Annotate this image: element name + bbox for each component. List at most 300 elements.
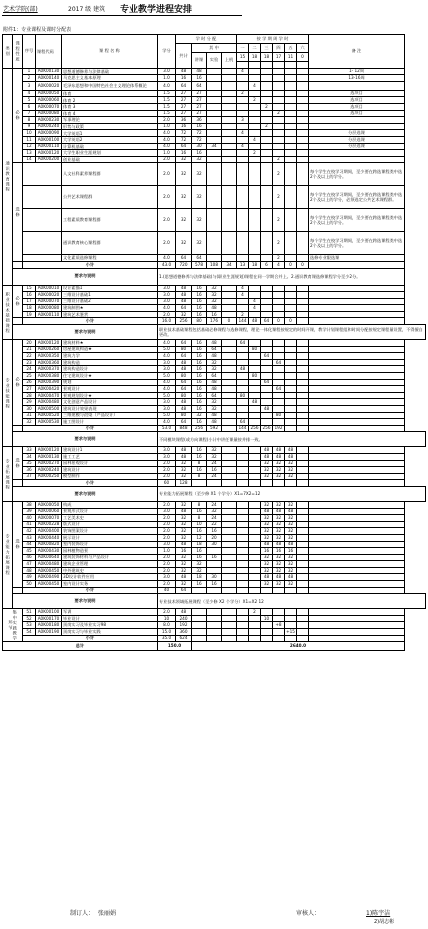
course-total: 48	[176, 298, 192, 305]
course-remark	[309, 156, 405, 163]
course-row	[3, 75, 426, 82]
course-lecture: 12	[192, 534, 207, 541]
course-credit: 4.0	[158, 305, 176, 312]
subtotal-sem: 4	[273, 261, 285, 268]
course-lab: 64	[207, 373, 222, 380]
course-remark	[309, 373, 405, 380]
sem-cell	[261, 292, 273, 299]
sem-cell	[237, 298, 249, 305]
course-practice	[222, 399, 237, 406]
course-code: A0K00440	[36, 534, 62, 541]
course-credit: 5.0	[158, 346, 176, 353]
course-total: 16	[176, 75, 192, 82]
course-credit: 2.0	[158, 186, 176, 209]
col-weeks-4: 17	[273, 53, 285, 62]
course-practice	[222, 453, 237, 460]
sem-cell	[249, 75, 261, 82]
course-no: 30	[23, 406, 36, 413]
col-spacer	[249, 62, 261, 69]
course-name: 景观形式设计	[62, 508, 158, 515]
course-total: 32	[176, 528, 192, 535]
sem-cell	[261, 285, 273, 292]
subtotal-label: 小计	[23, 425, 158, 432]
course-lecture: 30	[192, 143, 207, 150]
course-row	[3, 311, 426, 318]
sem-cell: 48	[261, 508, 273, 515]
course-lecture: 32	[192, 209, 207, 232]
course-name: 创业基础	[62, 156, 158, 163]
sem-cell: 32	[285, 561, 297, 568]
sem-cell	[297, 150, 309, 157]
course-lab: 32	[207, 508, 222, 515]
sem-cell	[261, 232, 273, 255]
course-code: A0K00080	[36, 110, 62, 117]
grade-label: 2017 级 建筑	[68, 6, 106, 13]
course-no: 38	[23, 501, 36, 508]
maker-name: 张丽娟	[98, 910, 117, 917]
course-practice	[222, 123, 237, 130]
course-name: 顶岗实习与毕业实践	[62, 629, 158, 636]
course-row	[3, 515, 426, 522]
course-practice	[222, 311, 237, 318]
sem-cell	[297, 609, 309, 616]
sem-cell	[285, 392, 297, 399]
sem-cell: 4	[237, 68, 249, 75]
type-elective: 选修	[13, 447, 23, 480]
course-practice	[222, 117, 237, 124]
course-row	[3, 123, 426, 130]
course-practice	[222, 574, 237, 581]
course-no: 18	[23, 305, 36, 312]
course-credit: 3.0	[158, 399, 176, 406]
course-no: 43	[23, 534, 36, 541]
course-credit: 3.0	[158, 406, 176, 413]
requirement-label: 要求与说明	[13, 268, 158, 285]
sem-cell: 4	[249, 298, 261, 305]
sem-cell	[237, 353, 249, 360]
subtotal-sem	[285, 480, 297, 487]
course-practice	[222, 419, 237, 426]
type-elective: 选修	[13, 163, 23, 262]
sem-cell	[297, 473, 309, 480]
sem-cell	[237, 548, 249, 555]
course-no: 21	[23, 346, 36, 353]
course-total: 48	[176, 359, 192, 366]
sem-cell: 64	[237, 419, 249, 426]
course-lab: 32	[207, 399, 222, 406]
subtotal-lecture: 578	[192, 261, 207, 268]
course-credit: 2.0	[158, 232, 176, 255]
sem-cell: 4	[249, 81, 261, 90]
course-code: A0K00240	[36, 467, 62, 474]
course-lab: 16	[207, 311, 222, 318]
sem-cell: 32	[285, 467, 297, 474]
course-total: 32	[176, 561, 192, 568]
course-code: A0K00480	[36, 399, 62, 406]
type-required: 必修	[13, 340, 23, 426]
course-no: 20	[23, 340, 36, 347]
attachment-note: 附件1：专业课程及课时分配表	[3, 27, 72, 33]
course-credit: 4.0	[158, 386, 176, 393]
subtotal-sem	[237, 480, 249, 487]
course-code: A0K00200	[36, 156, 62, 163]
course-lecture: 16	[192, 528, 207, 535]
course-row	[3, 609, 426, 616]
course-practice	[222, 554, 237, 561]
course-no: 32	[23, 419, 36, 426]
sem-cell: 2	[273, 186, 285, 209]
course-total: 48	[176, 453, 192, 460]
course-code: A0K00180	[36, 622, 62, 629]
sem-cell	[237, 163, 249, 186]
sem-cell	[273, 103, 285, 110]
sem-cell	[285, 143, 297, 150]
table-cell	[13, 425, 23, 432]
sem-cell	[249, 285, 261, 292]
sem-cell: 64	[273, 386, 285, 393]
course-practice	[222, 68, 237, 75]
course-lecture: 32	[192, 561, 207, 568]
table-cell	[192, 615, 207, 622]
course-practice	[222, 97, 237, 104]
col-category: 类别	[3, 35, 13, 69]
sem-cell	[285, 305, 297, 312]
subtotal-sem: 144	[238, 318, 247, 324]
course-name: 顶岗实习及毕业实习98	[62, 622, 158, 629]
course-credit: 3.0	[158, 292, 176, 299]
course-name: 建筑力学	[62, 353, 158, 360]
course-code: A0K00010	[36, 285, 62, 292]
course-code: A0K00450	[36, 567, 62, 574]
course-no: 51	[23, 609, 36, 616]
sem-cell	[249, 379, 261, 386]
sem-cell: 2	[273, 163, 285, 186]
sem-cell	[297, 285, 309, 292]
sem-cell	[237, 75, 249, 82]
course-code: A0K00350	[36, 353, 62, 360]
sem-cell: 32	[261, 528, 273, 535]
course-credit: 2.0	[158, 117, 176, 124]
course-lab	[207, 150, 222, 157]
sem-cell	[285, 117, 297, 124]
sem-cell	[249, 392, 261, 399]
dept-label: 艺术学院(部)	[3, 6, 38, 13]
sem-cell	[297, 406, 309, 413]
course-total: 80	[176, 412, 192, 419]
course-lecture: 16	[192, 75, 207, 82]
course-practice	[222, 353, 237, 360]
course-practice	[222, 103, 237, 110]
sem-cell	[297, 419, 309, 426]
course-lecture: 72	[192, 136, 207, 143]
course-credit: 2.0	[158, 534, 176, 541]
subtotal-row	[3, 318, 426, 325]
sem-cell	[249, 515, 261, 522]
course-lab: 30	[207, 541, 222, 548]
course-remark	[309, 150, 405, 157]
sem-cell	[237, 373, 249, 380]
course-name: 体育 4	[62, 110, 158, 117]
course-practice	[222, 521, 237, 528]
sem-cell	[249, 406, 261, 413]
course-lecture: 16	[192, 419, 207, 426]
course-no: 54	[23, 629, 36, 636]
sem-cell	[249, 90, 261, 97]
sem-cell	[297, 311, 309, 318]
course-total: 27	[176, 90, 192, 97]
course-code: A0K00490	[36, 574, 62, 581]
table-cell	[13, 261, 23, 268]
sem-cell	[273, 143, 285, 150]
sem-cell	[261, 399, 273, 406]
col-weekly: 按 学 期 周 学 时	[237, 35, 309, 44]
requirement-text: 职业技术基础课程包括基础必修课程与选修课程，理论一体化课程按规定的时间开课，教学计划课程组和时间分配按规定课程量设置，不得擅自更改。	[158, 325, 426, 340]
subtotal-sem: 0	[285, 261, 297, 268]
course-no: 41	[23, 521, 36, 528]
sem-cell	[297, 97, 309, 104]
sem-cell	[261, 359, 273, 366]
subtotal-sem	[273, 480, 285, 487]
sem-cell: 4	[249, 305, 261, 312]
sem-cell	[285, 136, 297, 143]
subtotal-sem	[273, 587, 285, 594]
course-total: 64	[176, 255, 192, 262]
course-practice	[222, 90, 237, 97]
course-lecture: 27	[192, 97, 207, 104]
course-remark: 选项目	[309, 110, 405, 117]
sem-cell	[285, 340, 297, 347]
course-lecture: 16	[192, 548, 207, 555]
course-credit: 3.0	[158, 359, 176, 366]
course-lab: 32	[207, 285, 222, 292]
course-row	[3, 97, 426, 104]
sem-cell	[297, 615, 309, 622]
sem-cell	[261, 298, 273, 305]
course-lab: 32	[207, 453, 222, 460]
course-remark	[309, 460, 405, 467]
sem-cell	[237, 460, 249, 467]
subtotal-sem	[297, 318, 309, 325]
course-code: A0K00480	[36, 561, 62, 568]
course-credit: 2.0	[158, 528, 176, 535]
sem-cell	[297, 75, 309, 82]
course-name: 建筑设计效果表现	[62, 406, 158, 413]
course-name: 人文社科素养课程群	[62, 163, 158, 186]
course-lab: 24	[207, 473, 222, 480]
sem-cell	[261, 392, 273, 399]
course-name: 景观设计	[62, 386, 158, 393]
sem-cell	[237, 232, 249, 255]
sem-cell	[261, 622, 273, 629]
course-no: 14	[23, 156, 36, 163]
sem-cell	[297, 501, 309, 508]
course-remark	[309, 117, 405, 124]
sem-cell	[273, 379, 285, 386]
course-total: 48	[176, 285, 192, 292]
sem-cell	[297, 386, 309, 393]
sem-cell: 48	[273, 508, 285, 515]
subtotal-lab: 592	[207, 425, 222, 432]
course-remark	[309, 392, 405, 399]
course-total: 27	[176, 97, 192, 104]
course-remark	[309, 453, 405, 460]
type-required: 必修	[13, 68, 23, 163]
sem-cell: 4	[237, 285, 249, 292]
subtotal-label: 小计	[23, 480, 158, 487]
course-lab	[207, 130, 222, 137]
sem-cell	[297, 209, 309, 232]
sem-cell: 4	[237, 292, 249, 299]
course-row	[3, 340, 426, 347]
table-cell	[207, 609, 222, 616]
course-total: 32	[176, 501, 192, 508]
subtotal-sem	[297, 425, 309, 432]
course-lecture: 16	[192, 292, 207, 299]
course-lecture: 32	[192, 163, 207, 186]
sem-cell	[285, 346, 297, 353]
col-spacer	[261, 62, 273, 69]
sem-cell	[297, 136, 309, 143]
sem-cell	[237, 156, 249, 163]
sem-cell	[285, 359, 297, 366]
sem-cell	[261, 340, 273, 347]
sem-cell	[273, 305, 285, 312]
course-total: 64	[176, 340, 192, 347]
sem-cell: 32	[261, 581, 273, 588]
course-remark: 分层选课	[309, 143, 405, 150]
course-credit: 4.0	[158, 340, 176, 347]
course-remark	[309, 548, 405, 555]
sem-cell: 48	[273, 447, 285, 454]
course-no: 8	[23, 117, 36, 124]
type-required: 必修	[13, 285, 23, 318]
course-no: 34	[23, 453, 36, 460]
course-lab: 16	[207, 528, 222, 535]
course-name: 构成	[62, 501, 158, 508]
course-practice	[222, 412, 237, 419]
subtotal-credit: 53.0	[158, 425, 176, 432]
sem-cell	[249, 359, 261, 366]
course-total: 32	[176, 534, 192, 541]
subtotal-row	[3, 261, 426, 268]
sem-cell: 64	[273, 359, 285, 366]
course-credit: 2.0	[158, 515, 176, 522]
course-total: 48	[176, 68, 192, 75]
course-lecture: 16	[192, 340, 207, 347]
sem-cell: 32	[285, 515, 297, 522]
sem-cell	[249, 68, 261, 75]
course-code: A0K00470	[36, 392, 62, 399]
course-practice	[222, 81, 237, 90]
sem-cell	[249, 629, 261, 636]
course-remark	[309, 346, 405, 353]
course-credit: 1.5	[158, 110, 176, 117]
course-lab: 24	[207, 515, 222, 522]
course-code: A0K00400	[36, 528, 62, 535]
sem-cell	[273, 609, 285, 616]
course-credit: 2.0	[158, 467, 176, 474]
course-row	[3, 534, 426, 541]
course-remark	[309, 447, 405, 454]
sem-cell: 32	[285, 554, 297, 561]
course-remark	[309, 292, 405, 299]
sem-cell: 32	[261, 521, 273, 528]
sem-cell	[249, 366, 261, 373]
sem-cell: 32	[273, 521, 285, 528]
sem-cell: 48	[249, 399, 261, 406]
course-name: 园林植物造景	[62, 548, 158, 555]
course-remark	[309, 123, 405, 130]
course-total: 27	[176, 110, 192, 117]
course-name: 房屋建筑构造★	[62, 346, 158, 353]
course-total: 48	[176, 292, 192, 299]
sem-cell: 48	[285, 574, 297, 581]
course-credit: 4.0	[158, 143, 176, 150]
course-lab: 16	[207, 554, 222, 561]
course-practice	[222, 186, 237, 209]
course-no: 3	[23, 81, 36, 90]
sem-cell: 48	[285, 508, 297, 515]
table-cell	[297, 635, 309, 642]
course-remark	[309, 399, 405, 406]
course-credit: 15.0	[158, 629, 176, 636]
course-code: A0K00370	[36, 366, 62, 373]
course-remark	[309, 311, 405, 318]
col-weeks-6: 0	[297, 53, 309, 62]
sem-cell	[285, 366, 297, 373]
sem-cell	[261, 156, 273, 163]
course-row	[3, 473, 426, 480]
course-lecture: 16	[192, 285, 207, 292]
col-credit: 学分	[158, 35, 176, 69]
sem-cell	[237, 528, 249, 535]
col-code: 课程代码	[36, 35, 62, 69]
course-no: 37	[23, 473, 36, 480]
sem-cell: 32	[261, 460, 273, 467]
sem-cell	[261, 150, 273, 157]
sem-cell	[237, 534, 249, 541]
subtotal-label: 小计	[23, 261, 158, 268]
course-lecture: 27	[192, 103, 207, 110]
sem-cell: 48	[285, 541, 297, 548]
subtotal-sem	[261, 480, 273, 487]
sem-cell: 2	[237, 311, 249, 318]
course-row	[3, 554, 426, 561]
sem-cell	[273, 97, 285, 104]
course-code: A0K00500	[36, 406, 62, 413]
type-elective: 选修	[13, 501, 23, 587]
col-practice: 上机	[222, 53, 237, 69]
course-no: 22	[23, 353, 36, 360]
course-lecture: 27	[192, 90, 207, 97]
course-practice	[222, 340, 237, 347]
course-lecture: 32	[192, 412, 207, 419]
col-sem-1: 一	[237, 44, 249, 53]
sem-cell: 80	[237, 392, 249, 399]
sem-cell: 10	[261, 615, 273, 622]
course-total: 32	[176, 581, 192, 588]
course-remark: 1- 12周	[309, 68, 405, 75]
course-lecture: 72	[192, 130, 207, 137]
sem-cell	[297, 143, 309, 150]
course-name: 大学生职业生涯规划	[62, 150, 158, 157]
sem-cell	[273, 353, 285, 360]
col-hours: 学 时 分 配	[176, 35, 237, 44]
grand-total-row	[3, 642, 426, 651]
sem-cell	[285, 150, 297, 157]
course-code: A0K00110	[36, 311, 62, 318]
course-practice	[222, 406, 237, 413]
